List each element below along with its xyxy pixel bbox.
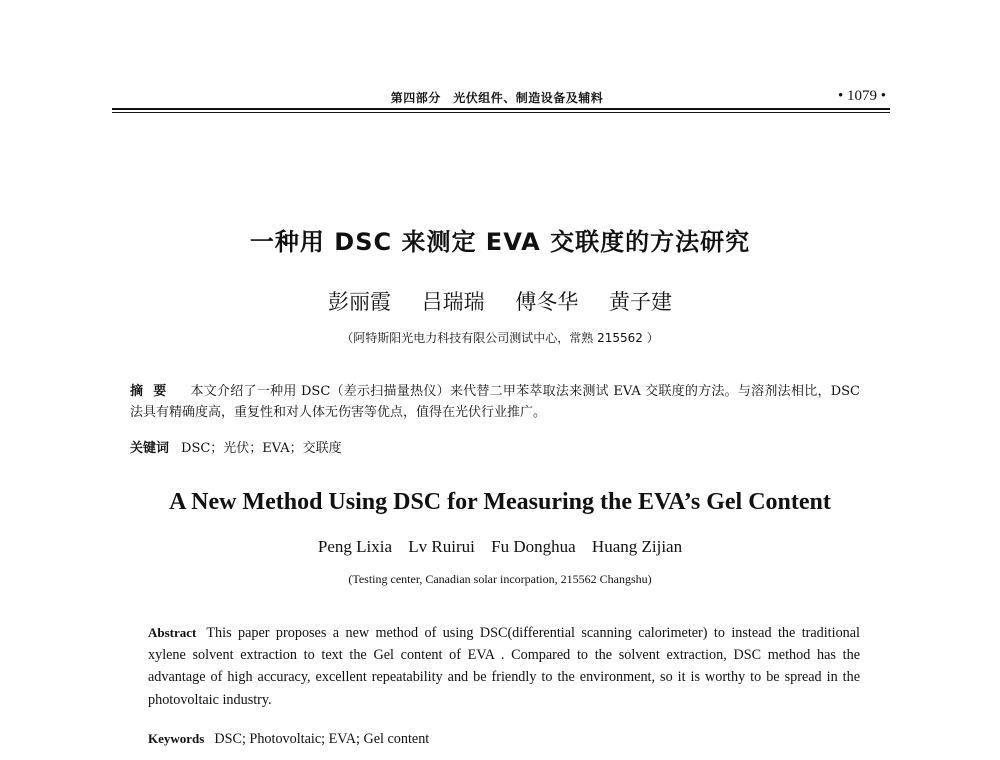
- english-abstract-label: Abstract: [148, 625, 197, 640]
- chinese-author: 黄子建: [609, 290, 673, 314]
- chinese-abstract: [130, 381, 860, 423]
- header-rule-thin: [112, 112, 890, 113]
- section-title: 第四部分 光伏组件、制造设备及辅料: [390, 91, 604, 105]
- english-affiliation: (Testing center, Canadian solar incorpation, 215562 Changshu): [348, 572, 652, 586]
- english-abstract-text: This paper proposes a new method of using DSC(differential scanning calorimeter) to instead the traditional xylene solvent extraction to text the Gel content of EVA . Compared to the solvent extraction, DSC method has the advantage of high accuracy, excellent repeatability and be friendly to the environment, so it is worthy to be spread in the photovoltaic industry.: [148, 625, 860, 708]
- chinese-affiliation: （阿特斯阳光电力科技有限公司测试中心，常熟 215562 ）: [341, 331, 659, 345]
- chinese-author: 彭丽霞: [327, 290, 391, 314]
- chinese-keywords-text: DSC；光伏；EVA；交联度: [181, 441, 342, 456]
- english-abstract: [148, 622, 860, 711]
- english-title: A New Method Using DSC for Measuring the EVA’s Gel Content: [169, 489, 831, 515]
- chinese-abstract-text: 本文介绍了一种用 DSC（差示扫描量热仪）来代替二甲苯萃取法来测试 EVA 交联度的方法。与溶剂法相比，DSC 法具有精确度高，重复性和对人体无伤害等优点，值得在光伏行业推广。: [130, 384, 860, 420]
- english-author: Peng Lixia: [317, 537, 393, 556]
- chinese-author: 傅冬华: [515, 290, 579, 314]
- chinese-keywords-label: 关键词: [130, 441, 170, 456]
- chinese-authors: [0, 286, 1000, 316]
- english-author: Fu Donghua: [491, 537, 576, 556]
- english-keywords-label: Keywords: [148, 731, 205, 746]
- chinese-author: 吕瑞瑞: [421, 290, 485, 314]
- chinese-keywords: [130, 437, 860, 456]
- english-keywords-text: DSC; Photovoltaic; EVA; Gel content: [214, 731, 430, 747]
- chinese-abstract-label: 摘要: [130, 384, 177, 399]
- page-number: • 1079 •: [837, 88, 886, 104]
- english-author: Lv Ruirui: [408, 537, 475, 556]
- english-keywords: [148, 731, 860, 748]
- english-authors: [0, 537, 1000, 557]
- header-rule-thick: [112, 108, 890, 110]
- chinese-title: 一种用 DSC 来测定 EVA 交联度的方法研究: [249, 228, 751, 256]
- english-author: Huang Zijian: [591, 537, 683, 556]
- running-header: [112, 89, 888, 111]
